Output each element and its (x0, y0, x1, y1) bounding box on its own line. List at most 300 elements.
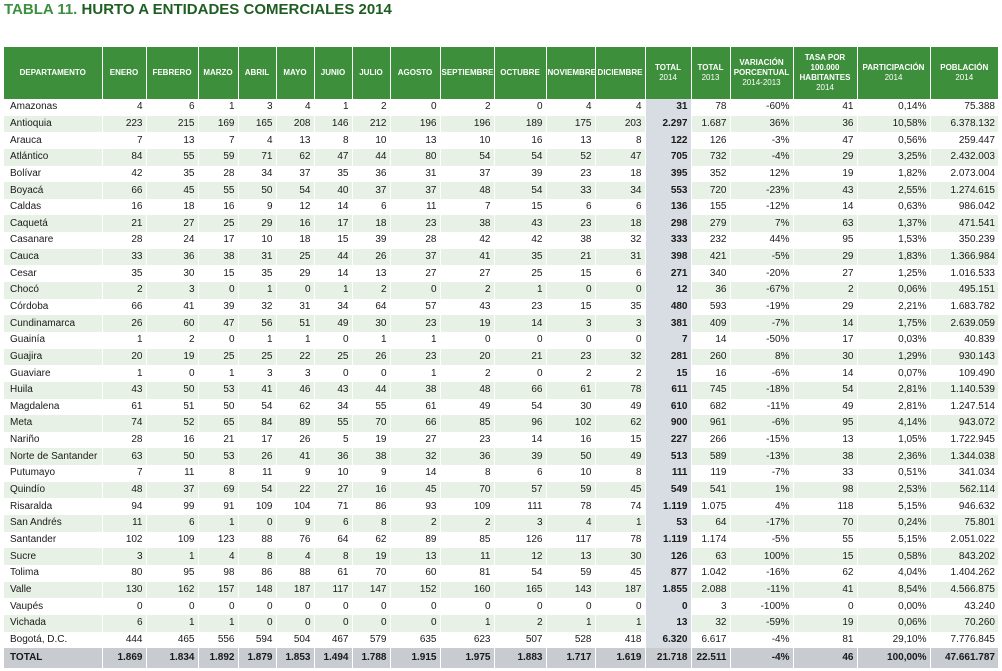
data-cell: 0,56% (857, 132, 930, 149)
data-cell: 42 (102, 166, 146, 183)
data-cell: 85 (440, 415, 494, 432)
data-cell: 78 (595, 382, 645, 399)
column-header-label: ABRIL (244, 68, 270, 77)
data-cell: 31 (276, 299, 314, 316)
data-cell: 3 (494, 515, 546, 532)
data-cell: 54 (494, 399, 546, 416)
data-cell: 877 (645, 565, 691, 582)
data-cell: 23 (494, 299, 546, 316)
column-header-label: DICIEMBRE (597, 68, 643, 77)
data-cell: 12% (730, 166, 793, 183)
data-cell: -7% (730, 465, 793, 482)
data-cell: 37 (146, 482, 198, 499)
data-cell: 611 (645, 382, 691, 399)
data-cell: 51 (276, 315, 314, 332)
data-cell: 50 (146, 382, 198, 399)
data-cell: 1 (276, 332, 314, 349)
data-cell: 37 (390, 249, 440, 266)
data-cell: 444 (102, 632, 146, 649)
data-cell: 26 (102, 315, 146, 332)
data-cell: 147 (352, 582, 390, 599)
data-cell: 6 (595, 199, 645, 216)
data-cell: 36 (314, 448, 352, 465)
data-cell: 682 (691, 399, 730, 416)
data-cell: 0 (390, 282, 440, 299)
data-cell: 0 (102, 598, 146, 615)
data-cell: 32 (390, 448, 440, 465)
data-cell: 2 (146, 332, 198, 349)
data-cell: 10 (546, 465, 595, 482)
data-cell: 109.490 (930, 365, 998, 382)
data-cell: 8 (595, 132, 645, 149)
column-header-label: TASA POR 100.000 HABITANTES (799, 53, 851, 82)
data-cell: 0 (314, 332, 352, 349)
data-cell: 59 (198, 149, 238, 166)
table-row (4, 332, 998, 349)
data-cell: 480 (645, 299, 691, 316)
column-header-label: TOTAL (697, 63, 724, 72)
table-row (4, 315, 998, 332)
data-cell: 409 (691, 315, 730, 332)
data-cell: 8 (314, 548, 352, 565)
data-cell: 27 (146, 215, 198, 232)
column-header (314, 47, 352, 99)
data-cell: 418 (595, 632, 645, 649)
data-cell: 8 (314, 132, 352, 149)
data-cell: 6 (146, 515, 198, 532)
data-cell: 1 (352, 332, 390, 349)
table-row (4, 116, 998, 133)
data-cell: 35 (102, 265, 146, 282)
data-cell: -4% (730, 632, 793, 649)
data-cell: 0 (390, 615, 440, 632)
data-cell: 3 (691, 598, 730, 615)
data-cell: -6% (730, 365, 793, 382)
data-cell: 3 (238, 365, 276, 382)
data-cell: 54 (276, 182, 314, 199)
data-cell: -3% (730, 132, 793, 149)
data-cell: 30 (352, 315, 390, 332)
data-cell: 0 (494, 99, 546, 116)
total-cell: 1.879 (238, 648, 276, 668)
table-row (4, 632, 998, 649)
data-cell: 85 (440, 532, 494, 549)
data-cell: 5,15% (857, 498, 930, 515)
data-cell: 843.202 (930, 548, 998, 565)
data-cell: 1,37% (857, 215, 930, 232)
data-cell: 14 (793, 199, 857, 216)
department-cell: Guainía (4, 332, 102, 349)
data-cell: 81 (440, 565, 494, 582)
data-cell: 50 (238, 182, 276, 199)
data-cell: 720 (691, 182, 730, 199)
data-cell: 95 (793, 415, 857, 432)
data-cell: 111 (645, 465, 691, 482)
column-header-year: 2013 (701, 73, 720, 82)
data-cell: 0 (494, 365, 546, 382)
data-cell: 13 (546, 548, 595, 565)
table-row (4, 532, 998, 549)
data-cell: 60 (390, 565, 440, 582)
data-cell: 29 (793, 249, 857, 266)
data-cell: 556 (198, 632, 238, 649)
data-cell: 0,63% (857, 199, 930, 216)
data-cell: 28 (102, 232, 146, 249)
data-cell: 62 (595, 415, 645, 432)
data-cell: 93 (390, 498, 440, 515)
data-cell: 31 (595, 249, 645, 266)
data-cell: 31 (645, 99, 691, 116)
data-cell: 126 (494, 532, 546, 549)
data-cell: 14 (793, 315, 857, 332)
department-cell: Caquetá (4, 215, 102, 232)
data-cell: 1 (238, 282, 276, 299)
data-cell: 27 (390, 265, 440, 282)
data-cell: 36 (793, 116, 857, 133)
data-cell: 17 (198, 232, 238, 249)
data-cell: 11 (102, 515, 146, 532)
data-cell: 208 (276, 116, 314, 133)
data-cell: 109 (440, 498, 494, 515)
data-cell: 14 (314, 265, 352, 282)
data-cell: 2 (440, 515, 494, 532)
data-cell: 33 (546, 182, 595, 199)
data-cell: 0 (276, 615, 314, 632)
data-cell: 88 (276, 565, 314, 582)
column-header-year: 2014 (955, 73, 974, 82)
data-cell: 0,00% (857, 598, 930, 615)
data-cell: 0 (146, 365, 198, 382)
data-cell: 86 (352, 498, 390, 515)
data-cell: 0,51% (857, 465, 930, 482)
column-header-year: 2014 (659, 73, 677, 82)
data-cell: 623 (440, 632, 494, 649)
data-cell: 30 (146, 265, 198, 282)
data-cell: 1 (146, 548, 198, 565)
data-cell: 34 (238, 166, 276, 183)
column-header (546, 47, 595, 99)
data-cell: 0,58% (857, 548, 930, 565)
data-cell: 53 (645, 515, 691, 532)
data-cell: 66 (102, 299, 146, 316)
data-cell: 37 (276, 166, 314, 183)
data-cell: 189 (494, 116, 546, 133)
data-cell: -59% (730, 615, 793, 632)
table-row (4, 432, 998, 449)
data-cell: 19 (793, 166, 857, 183)
data-cell: 16 (146, 432, 198, 449)
data-cell: 1,05% (857, 432, 930, 449)
data-cell: 18 (595, 215, 645, 232)
data-cell: 732 (691, 149, 730, 166)
data-cell: 0 (314, 598, 352, 615)
column-header (276, 47, 314, 99)
data-cell: 13 (352, 265, 390, 282)
data-cell: 23 (440, 432, 494, 449)
data-cell: 29,10% (857, 632, 930, 649)
data-cell: 143 (546, 582, 595, 599)
data-cell: 0 (546, 282, 595, 299)
data-cell: 2 (494, 615, 546, 632)
table-row (4, 166, 998, 183)
column-header (691, 47, 730, 99)
data-cell: 71 (238, 149, 276, 166)
data-cell: 54 (238, 482, 276, 499)
data-cell: 78 (546, 498, 595, 515)
column-header-label: OCTUBRE (500, 68, 540, 77)
data-cell: 7 (102, 132, 146, 149)
department-cell: Córdoba (4, 299, 102, 316)
data-cell: 19 (352, 432, 390, 449)
data-cell: 946.632 (930, 498, 998, 515)
data-cell: 19 (352, 548, 390, 565)
data-cell: 15 (314, 232, 352, 249)
column-header-label: AGOSTO (397, 68, 433, 77)
data-cell: 80 (102, 565, 146, 582)
data-cell: 6 (146, 99, 198, 116)
data-cell: 54 (494, 149, 546, 166)
data-cell: 54 (494, 182, 546, 199)
data-cell: 47 (595, 149, 645, 166)
column-header (440, 47, 494, 99)
data-cell: 593 (691, 299, 730, 316)
data-cell: 38 (198, 249, 238, 266)
data-cell: 3 (146, 282, 198, 299)
data-cell: 13 (645, 615, 691, 632)
data-cell: 594 (238, 632, 276, 649)
table-row (4, 548, 998, 565)
data-cell: 0 (645, 598, 691, 615)
data-cell: 118 (793, 498, 857, 515)
data-cell: 29 (793, 299, 857, 316)
data-cell: 23 (390, 349, 440, 366)
data-cell: 16 (546, 432, 595, 449)
data-cell: 42 (494, 232, 546, 249)
table-row (4, 582, 998, 599)
data-cell: 0 (352, 365, 390, 382)
data-cell: 15 (546, 299, 595, 316)
data-cell: 35 (146, 166, 198, 183)
data-cell: 1,82% (857, 166, 930, 183)
data-cell: 15 (793, 548, 857, 565)
data-cell: 23 (390, 215, 440, 232)
total-label: TOTAL (4, 648, 102, 668)
data-cell: 196 (440, 116, 494, 133)
data-cell: 13 (390, 132, 440, 149)
data-cell: 0 (352, 598, 390, 615)
data-cell: 1 (595, 515, 645, 532)
data-cell: 43 (314, 382, 352, 399)
data-cell: 40.839 (930, 332, 998, 349)
data-cell: 0 (314, 365, 352, 382)
data-cell: 60 (146, 315, 198, 332)
data-cell: 1 (494, 282, 546, 299)
data-cell: 1.042 (691, 565, 730, 582)
table-row (4, 282, 998, 299)
department-cell: Chocó (4, 282, 102, 299)
column-header (146, 47, 198, 99)
data-cell: 111 (494, 498, 546, 515)
data-cell: 28 (198, 166, 238, 183)
data-cell: 66 (390, 415, 440, 432)
data-cell: -7% (730, 315, 793, 332)
data-cell: 745 (691, 382, 730, 399)
data-cell: 0 (440, 332, 494, 349)
data-cell: 1 (440, 615, 494, 632)
data-cell: 13 (546, 132, 595, 149)
total-cell: -4% (730, 648, 793, 668)
data-cell: 66 (102, 182, 146, 199)
data-cell: 14 (314, 199, 352, 216)
column-header (645, 47, 691, 99)
data-cell: 0 (595, 332, 645, 349)
data-cell: 7.776.845 (930, 632, 998, 649)
data-cell: 2,53% (857, 482, 930, 499)
data-cell: 0 (238, 515, 276, 532)
data-cell: 16 (691, 365, 730, 382)
data-cell: 51 (146, 399, 198, 416)
data-cell: 66 (494, 382, 546, 399)
data-cell: 61 (314, 565, 352, 582)
data-cell: 38 (440, 215, 494, 232)
data-cell: -5% (730, 249, 793, 266)
data-cell: 381 (645, 315, 691, 332)
data-cell: 63 (691, 548, 730, 565)
data-cell: -19% (730, 299, 793, 316)
data-cell: 35 (595, 299, 645, 316)
data-cell: 31 (390, 166, 440, 183)
data-cell: 2 (352, 282, 390, 299)
data-cell: 34 (595, 182, 645, 199)
data-cell: 32 (595, 232, 645, 249)
data-cell: 24 (146, 232, 198, 249)
table-row (4, 149, 998, 166)
data-cell: 49 (440, 399, 494, 416)
data-cell: 3,25% (857, 149, 930, 166)
data-cell: 14 (494, 432, 546, 449)
table-title-label: TABLA 11. (4, 1, 78, 18)
data-cell: 48 (102, 482, 146, 499)
total-cell: 46 (793, 648, 857, 668)
table-row (4, 382, 998, 399)
data-cell: 39 (198, 299, 238, 316)
data-cell: 88 (238, 532, 276, 549)
data-cell: 75.388 (930, 99, 998, 116)
column-header (238, 47, 276, 99)
data-cell: 2.639.059 (930, 315, 998, 332)
data-cell: 10 (352, 132, 390, 149)
data-cell: 157 (198, 582, 238, 599)
data-cell: 21 (546, 249, 595, 266)
data-cell: 4 (546, 515, 595, 532)
data-cell: 123 (198, 532, 238, 549)
data-cell: 45 (595, 565, 645, 582)
data-cell: 23 (546, 215, 595, 232)
data-cell: 961 (691, 415, 730, 432)
table-row (4, 232, 998, 249)
department-cell: San Andrés (4, 515, 102, 532)
column-header-label: DEPARTAMENTO (19, 68, 86, 77)
data-cell: 16 (494, 132, 546, 149)
data-cell: 1 (314, 99, 352, 116)
data-cell: 528 (546, 632, 595, 649)
data-cell: 52 (546, 149, 595, 166)
data-cell: 3 (238, 99, 276, 116)
column-header-label: VARIACIÓN PORCENTUAL (733, 58, 790, 77)
data-cell: 1.119 (645, 532, 691, 549)
data-cell: 17 (314, 215, 352, 232)
data-cell: 1 (198, 365, 238, 382)
data-cell: 260 (691, 349, 730, 366)
data-cell: 0,06% (857, 282, 930, 299)
data-cell: 7 (645, 332, 691, 349)
department-cell: Quindío (4, 482, 102, 499)
data-cell: -18% (730, 382, 793, 399)
data-cell: 7% (730, 215, 793, 232)
total-cell: 1.892 (198, 648, 238, 668)
data-cell: 507 (494, 632, 546, 649)
data-cell: 63 (793, 215, 857, 232)
data-cell: 553 (645, 182, 691, 199)
data-cell: 4 (546, 99, 595, 116)
data-cell: 0 (546, 332, 595, 349)
data-cell: 1.247.514 (930, 399, 998, 416)
data-cell: 1.274.615 (930, 182, 998, 199)
data-cell: 635 (390, 632, 440, 649)
data-cell: 1.016.533 (930, 265, 998, 282)
data-cell: 36 (691, 282, 730, 299)
data-cell: 1.140.539 (930, 382, 998, 399)
data-cell: 76 (276, 532, 314, 549)
data-cell: 1 (546, 615, 595, 632)
department-cell: Atlántico (4, 149, 102, 166)
data-cell: 7 (102, 465, 146, 482)
table-row (4, 498, 998, 515)
data-cell: 0,03% (857, 332, 930, 349)
data-cell: 0,07% (857, 365, 930, 382)
data-cell: 117 (314, 582, 352, 599)
data-cell: 0 (390, 99, 440, 116)
data-cell: 45 (595, 482, 645, 499)
total-cell: 22.511 (691, 648, 730, 668)
data-cell: 20 (102, 349, 146, 366)
data-cell: 0 (494, 332, 546, 349)
data-cell: 117 (546, 532, 595, 549)
total-row (4, 648, 998, 668)
table-row (4, 465, 998, 482)
data-cell: 6 (494, 465, 546, 482)
data-cell: 1,25% (857, 265, 930, 282)
header-row (4, 47, 998, 99)
data-cell: 65 (198, 415, 238, 432)
column-header (930, 47, 998, 99)
data-cell: 49 (595, 399, 645, 416)
data-cell: 2 (440, 365, 494, 382)
data-cell: 4 (276, 548, 314, 565)
data-cell: 36% (730, 116, 793, 133)
data-cell: 6.617 (691, 632, 730, 649)
data-cell: 513 (645, 448, 691, 465)
data-cell: 47 (314, 149, 352, 166)
table-row (4, 182, 998, 199)
data-cell: 95 (793, 232, 857, 249)
data-cell: 22 (276, 482, 314, 499)
data-cell: 9 (276, 465, 314, 482)
data-cell: 10 (238, 232, 276, 249)
data-cell: 15 (546, 265, 595, 282)
total-cell: 1.853 (276, 648, 314, 668)
data-cell: 0 (198, 332, 238, 349)
